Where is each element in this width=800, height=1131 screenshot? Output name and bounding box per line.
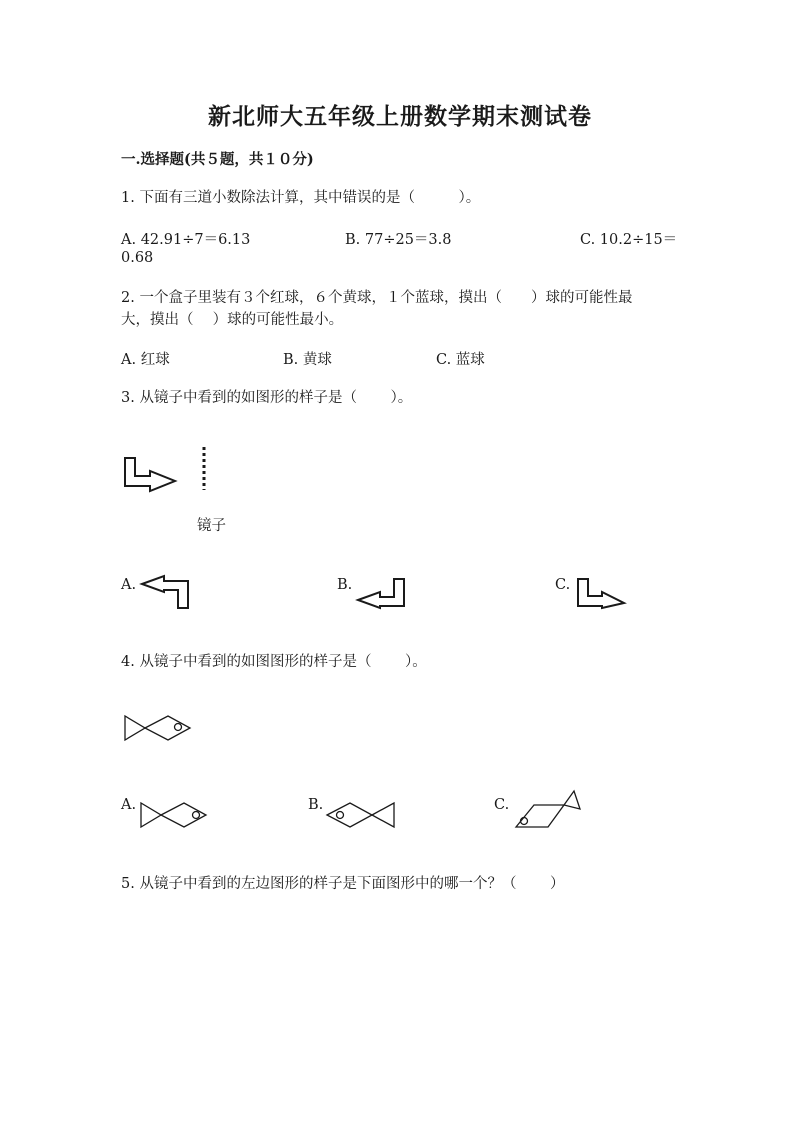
question-3-option-a: A. <box>121 577 137 593</box>
question-3-option-c: C. <box>555 577 571 593</box>
question-2-stem-line2: 大，摸出（ ）球的可能性最小。 <box>121 312 344 328</box>
question-4-option-a: A. <box>121 797 137 813</box>
page-title: 新北师大五年级上册数学期末测试卷 <box>208 103 592 130</box>
question-4-option-a-fish <box>136 799 216 839</box>
question-3-option-a-figure <box>138 574 198 614</box>
question-2-option-c: C. 蓝球 <box>436 352 485 368</box>
question-3-option-c-figure <box>572 574 632 614</box>
question-4-option-b: B. <box>308 797 324 813</box>
question-1-option-c: C. 10.2÷15＝ <box>580 232 678 248</box>
question-4-option-c-fish <box>508 787 598 837</box>
mirror-label: 镜子 <box>197 518 226 534</box>
section-heading: 一.选择题(共５题，共１０分) <box>121 151 314 168</box>
question-2-stem-line1: 2. 一个盒子里装有３个红球，６个黄球，１个蓝球，摸出（ ）球的可能性最 <box>121 290 633 306</box>
question-2-option-b: B. 黄球 <box>283 352 332 368</box>
question-1-option-c-continued: 0.68 <box>121 250 154 266</box>
question-3-stem: 3. 从镜子中看到的如图形的样子是（ ）。 <box>121 390 413 406</box>
question-4-option-c: C. <box>494 797 510 813</box>
question-3-option-b: B. <box>337 577 353 593</box>
question-1-option-a: A. 42.91÷7＝6.13 <box>121 232 251 248</box>
question-3-option-b-figure <box>354 574 414 614</box>
question-3-figure <box>115 440 235 500</box>
question-1-option-b: B. 77÷25＝3.8 <box>345 232 452 248</box>
question-1-stem: 1. 下面有三道小数除法计算，其中错误的是（ ）。 <box>121 190 481 206</box>
question-4-option-b-fish <box>322 799 402 839</box>
question-4-fish-figure <box>120 712 200 752</box>
question-5-stem: 5. 从镜子中看到的左边图形的样子是下面图形中的哪一个？（ ） <box>121 876 565 892</box>
question-4-stem: 4. 从镜子中看到的如图图形的样子是（ ）。 <box>121 654 427 670</box>
question-2-option-a: A. 红球 <box>121 352 170 368</box>
